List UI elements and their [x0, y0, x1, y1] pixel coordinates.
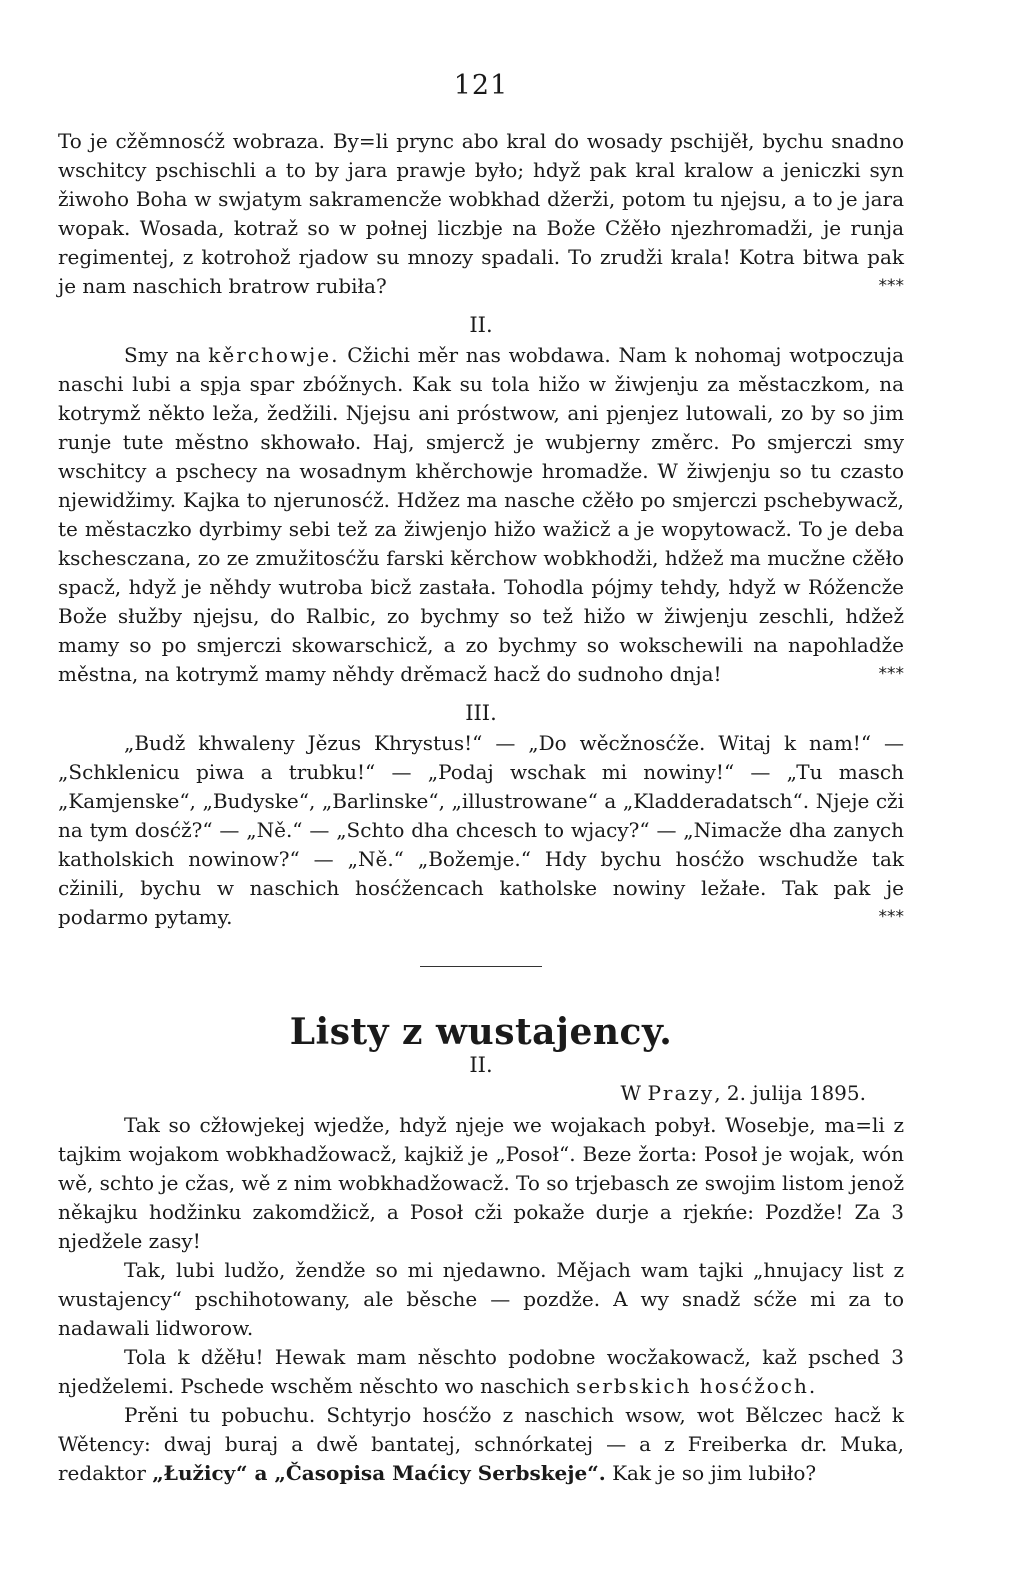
paragraph-1-text: To je cžěmnosćž wobraza. By=li prync abo kral do wosady pschijěł, bychu snadno wschitcy pschischli a to by jara prawje było; hdyž pak kral kralow a jeniczki syn žiwoho Boha w swjatym sakramencže wobkhad džerži, potom tu njejsu, a to je jara wopak. Wosada, kotraž so w połnej liczbje na Bože Cžěło njezhromadži, je runja regimentej, z kotrohož rjadow su mnozy spadali. To zrudži krala! Kotra bitwa pak je nam naschich bratrow rubiła?	[58, 129, 904, 298]
letter-paragraph-1: Tak so cžłowjekej wjedže, hdyž njeje we wojakach pobył. Wosebje, ma=li z tajkim wojakom wobkhadžowacž, kajkiž je „Posoł“. Beze žorta: Posoł je wojak, wón wě, schto je cžas, wě z nim wobkhadžowacž. To so trjebasch ze swojim listom jenož někajku hodžinku zakomdžicž, a Posoł cži pokaže durje a rjekńe: Pozdže! Za 3 njedžele zasy!	[58, 1113, 904, 1253]
letter-paragraph-4-bold: „Łužicy“ a „Časopisa Maćicy Serbskeje“.	[152, 1461, 606, 1485]
section-heading-2: II.	[469, 313, 493, 337]
paragraph-3-text: „Budž khwaleny Jězus Khrystus!“ — „Do wěcžnosćže. Witaj k nam!“ — „Schklenicu piwa a trubku!“ — „Podaj wschak mi nowiny!“ — „Tu masch „Kamjenske“, „Budyske“, „Barlinske“, „illustrowane“ a „Kladderadatsch“. Njeje cži na tym dosćž?“ — „Ně.“ — „Schto dha chcesch to wjacy?“ — „Nimacže dha zanych katholskich nowinow?“ — „Ně.“ „Božemje.“ Hdy bychu hosćžo wschudže tak cžinili, bychu w naschich hosćžencach katholske nowiny ležałe. Tak pak je podarmo pytamy.	[58, 731, 904, 929]
section-divider	[420, 966, 542, 967]
dateline-date: , 2. julija 1895.	[714, 1081, 866, 1105]
section-heading-3: III.	[465, 701, 497, 725]
paragraph-2	[58, 341, 904, 689]
dateline	[58, 1081, 866, 1105]
dateline-prefix: W	[620, 1081, 648, 1105]
paragraph-2-emphasis: kěrchowje.	[208, 343, 340, 367]
section-end-mark: ***	[878, 907, 904, 927]
page-number: 121	[453, 70, 509, 101]
letter-paragraph-4-text-b: Kak je so jim lubiło?	[605, 1461, 817, 1485]
section-end-mark: ***	[878, 276, 904, 296]
paragraph-2-text-b: Cžichi měr nas wobdawa. Nam k nohomaj wotpoczuja naschi lubi a spja spar zbóžnych. Kak su tola hižo w žiwjenju za městaczkom, na kotrymž někto leža, žedžili. Njejsu ani próstwow, ani pjenjez lutowali, zo by so jim runje tute městno skhowało. Haj, smjercž je wubjerny změrc. Po smjerczi smy wschitcy a pschecy na wosadnym khěrchowje hromadže. W žiwjenju so tu czasto njewidžimy. Kajka to njerunosćž. Hdžez ma naschе cžěło po smjerczi pschebywacž, te městaczko dyrbimy sebi tež za žiwjenjo hižo wažicž a je wopytowacž. To je deba kschesczana, zo ze zmužitosćžu farski kěrchow wobkhodži, hdžež ma mucžne cžěło spacž, hdyž je něhdy wutroba bicž zastała. Tohodla pójmy tehdy, hdyž w Róžencže Bože słužby njejsu, do Ralbic, zo bychmy so tež hižo w žiwjenju zeschli, hdžež mamy so po smjerczi skowarschicž, a zo bychmy so wokschewili na napohladže městna, na kotrymž mamy něhdy drěmacž hacž do sudnoho dnja!	[58, 343, 904, 686]
letter-paragraph-4-text-a: Prěni tu pobuchu. Schtyrjo hosćžo z naschich wsow, wot Bělczec hacž k Wětency: dwaj buraj a dwě bantatej, schnórkatej — a z Freiberka dr. Muka, redaktor	[58, 1403, 904, 1485]
dateline-place: Prazy	[647, 1081, 715, 1105]
paragraph-1	[58, 127, 904, 301]
article-section-heading: II.	[469, 1053, 493, 1077]
page-content	[58, 70, 904, 1488]
letter-paragraph-4	[58, 1401, 904, 1488]
section-end-mark: ***	[878, 664, 904, 684]
letter-paragraph-3-text: Tola k džěłu! Hewak mam něschto podobne wocžakowacž, kaž pschеd 3 njedželemi. Pschede wschěm něschto wo naschich	[58, 1345, 904, 1398]
letter-paragraph-3-emphasis: serbskich hosćžoch.	[576, 1374, 818, 1398]
letter-paragraph-3	[58, 1343, 904, 1401]
letter-paragraph-2: Tak, lubi ludžo, žendže so mi njedawno. Mějach wam tajki „hnujacy list z wustajency“ pschihotowany, ale běsche — pozdže. A wy snadž sćže mi za to nadawali lidworow.	[58, 1258, 904, 1340]
paragraph-3	[58, 729, 904, 932]
article-title: Listy z wustajency.	[289, 1011, 673, 1053]
paragraph-2-text-a: Smy na	[124, 343, 209, 367]
